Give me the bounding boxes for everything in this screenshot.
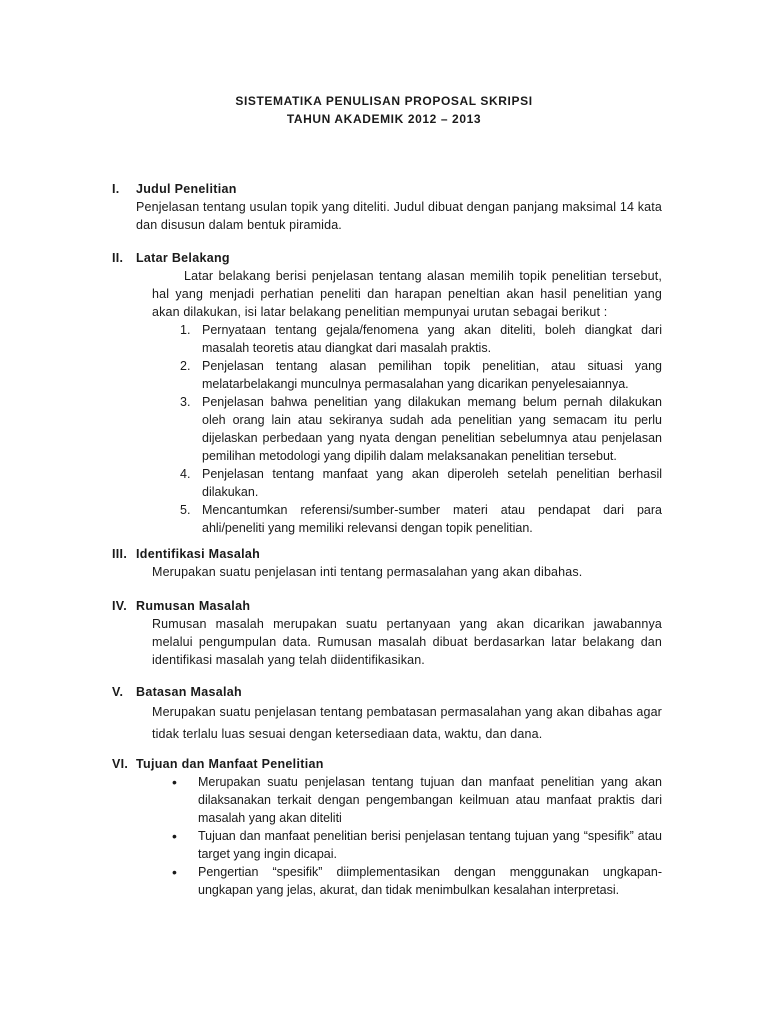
bullet-icon: • (172, 864, 177, 880)
list-item-text: Tujuan dan manfaat penelitian berisi penjelasan tentang tujuan yang “spesifik” atau target yang ingin dicapai. (198, 829, 662, 861)
list-item (172, 773, 662, 827)
section-tujuan-manfaat (112, 755, 662, 899)
section-identifikasi-masalah (112, 545, 662, 581)
document-subtitle: TAHUN AKADEMIK 2012 – 2013 (286, 112, 482, 126)
section-title: Latar Belakang (136, 251, 230, 265)
list-item-text: Pengertian “spesifik” diimplementasikan dengan menggunakan ungkapan-ungkapan yang jelas, akurat, dan tidak menimbulkan kesalahan interpretasi. (198, 865, 662, 897)
bullet-icon: • (172, 774, 177, 790)
list-item-text: Penjelasan tentang manfaat yang akan diperoleh setelah penelitian berhasil dilakukan. (202, 467, 662, 499)
section-number: V. (112, 685, 124, 699)
document-title: SISTEMATIKA PENULISAN PROPOSAL SKRIPSI (235, 94, 533, 108)
list-item (172, 827, 662, 863)
section-body: Merupakan suatu penjelasan tentang pembatasan permasalahan yang akan dibahas agar tidak terlalu luas sesuai dengan ketersediaan data, waktu, dan dana. (152, 705, 662, 741)
section-number: I. (112, 182, 120, 196)
list-item-number: 1. (180, 323, 191, 337)
section-number: VI. (112, 757, 129, 771)
section-body (152, 267, 662, 321)
section-body-text: Latar belakang berisi penjelasan tentang alasan memilih topik penelitian tersebut, hal yang menjadi perhatian peneliti dan harapan peneltian akan hasil penelitian yang akan dilakukan, isi latar belakang penelitian mempunyai urutan sebagai berikut : (152, 269, 662, 319)
list-item (180, 501, 662, 537)
section-heading (112, 755, 662, 773)
section-title: Batasan Masalah (136, 685, 242, 699)
section-heading (112, 683, 662, 701)
section-heading (112, 597, 662, 615)
list-item-text: Penjelasan bahwa penelitian yang dilakukan memang belum pernah dilakukan oleh orang lain atau sekiranya sudah ada penelitian yang semacam itu perlu dijelaskan perbedaan yang nyata dengan penelitian sebelumnya atau penjelasan pemilihan metodologi yang dipilih dalam melaksanakan penelitian tersebut. (202, 395, 662, 463)
section-title: Rumusan Masalah (136, 599, 251, 613)
list-item (180, 465, 662, 501)
section-body: Merupakan suatu penjelasan inti tentang permasalahan yang akan dibahas. (152, 565, 583, 579)
list-item-text: Mencantumkan referensi/sumber-sumber materi atau pendapat dari para ahli/peneliti yang memiliki relevansi dengan topik penelitian. (202, 503, 662, 535)
numbered-list (180, 321, 662, 537)
list-item-number: 4. (180, 467, 191, 481)
section-latar-belakang (112, 249, 662, 537)
bullet-list (172, 773, 662, 899)
section-heading (112, 180, 662, 198)
list-item-number: 3. (180, 395, 191, 409)
section-number: IV. (112, 599, 128, 613)
bullet-icon: • (172, 828, 177, 844)
section-judul-penelitian (112, 180, 662, 234)
section-batasan-masalah (112, 683, 662, 745)
list-item (172, 863, 662, 899)
list-item (180, 357, 662, 393)
section-number: II. (112, 251, 124, 265)
list-item-number: 2. (180, 359, 191, 373)
list-item (180, 321, 662, 357)
section-rumusan-masalah (112, 597, 662, 669)
list-item-text: Merupakan suatu penjelasan tentang tujuan dan manfaat penelitian yang akan dilaksanakan terkait dengan pengembangan keilmuan atau manfaat praktis dari masalah yang akan diteliti (198, 775, 662, 825)
section-title: Identifikasi Masalah (136, 547, 261, 561)
section-title: Tujuan dan Manfaat Penelitian (136, 757, 324, 771)
section-number: III. (112, 547, 128, 561)
list-item-text: Penjelasan tentang alasan pemilihan topik penelitian, atau situasi yang melatarbelakangi munculnya permasalahan yang dicarikan penyelesaiannya. (202, 359, 662, 391)
section-title: Judul Penelitian (136, 182, 237, 196)
list-item-number: 5. (180, 503, 191, 517)
section-heading (112, 249, 662, 267)
section-body: Rumusan masalah merupakan suatu pertanyaan yang akan dicarikan jawabannya melalui pengumpulan data. Rumusan masalah dibuat berdasarkan latar belakang dan identifikasi masalah yang telah diidentifikasikan. (152, 617, 662, 667)
section-heading (112, 545, 662, 563)
list-item-text: Pernyataan tentang gejala/fenomena yang akan diteliti, boleh diangkat dari masalah teoretis atau diangkat dari masalah praktis. (202, 323, 662, 355)
list-item (180, 393, 662, 465)
section-body: Penjelasan tentang usulan topik yang diteliti. Judul dibuat dengan panjang maksimal 14 kata dan disusun dalam bentuk piramida. (136, 200, 662, 232)
